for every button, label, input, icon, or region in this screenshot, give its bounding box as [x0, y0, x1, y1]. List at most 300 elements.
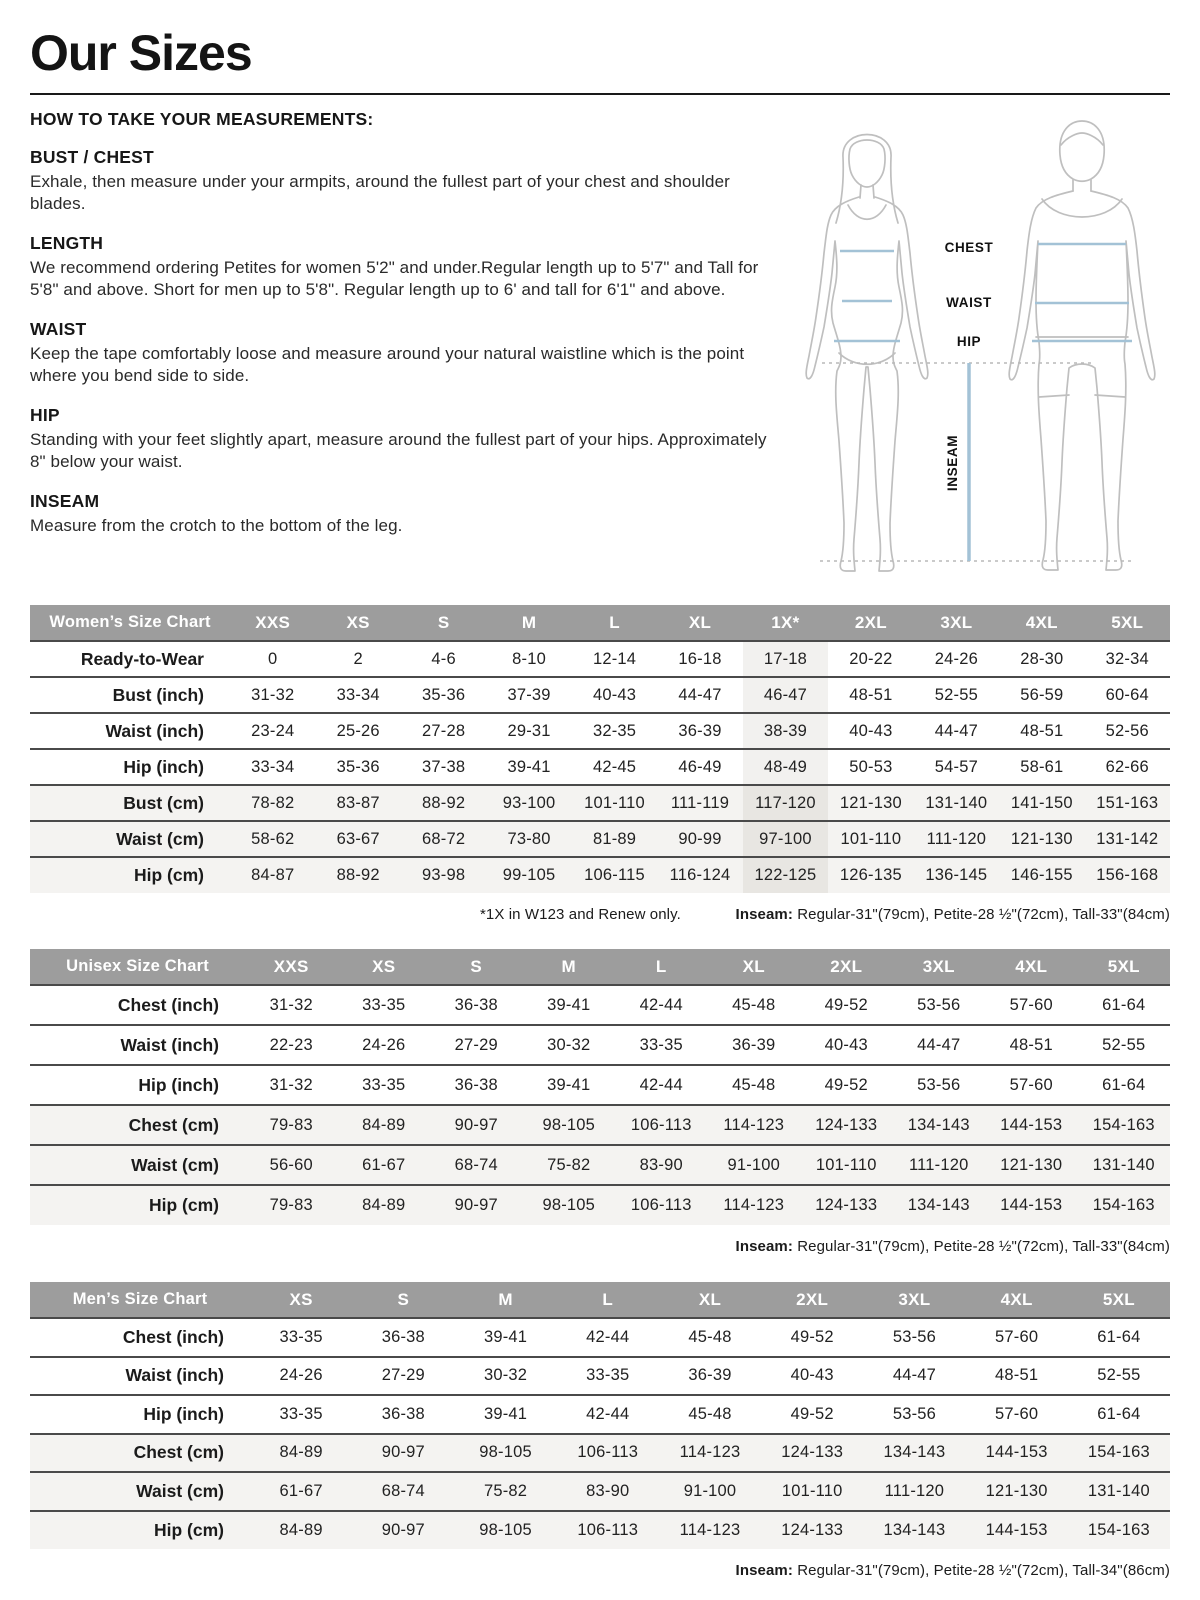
size-value: 91-100: [683, 1481, 737, 1500]
column-header: S: [401, 605, 486, 641]
row-label: Waist (inch): [125, 1365, 224, 1386]
column-header: 2XL: [800, 949, 893, 985]
size-value: 84-87: [251, 866, 295, 884]
size-value: 17-18: [743, 641, 828, 677]
size-value: 27-28: [422, 721, 466, 740]
female-figure: [806, 135, 928, 572]
column-header: L: [572, 605, 657, 641]
size-value: 42-45: [592, 757, 637, 776]
instruction-heading: INSEAM: [30, 490, 100, 511]
inseam-footnote-label: Inseam:: [735, 1562, 793, 1579]
size-value: 28-30: [1020, 649, 1064, 668]
column-header: XL: [708, 949, 801, 985]
size-value: 122-125: [743, 857, 828, 893]
size-value: 83-90: [639, 1155, 683, 1174]
row-label: Chest (cm): [128, 1114, 219, 1135]
female-neckline: [848, 205, 886, 219]
size-value: 116-124: [669, 866, 731, 884]
table-row: [30, 785, 1170, 821]
instruction-heading: BUST / CHEST: [30, 147, 154, 167]
instruction-section: [30, 319, 778, 388]
row-label: Waist (inch): [120, 1034, 219, 1055]
size-value: 98-105: [479, 1443, 532, 1462]
inseam-footnote-label: Inseam:: [735, 906, 793, 923]
column-header: 5XL: [1078, 949, 1171, 985]
size-value: 54-57: [934, 757, 978, 776]
row-label: Waist (cm): [116, 828, 204, 849]
column-header: XS: [250, 1282, 352, 1318]
size-value: 42-44: [586, 1327, 630, 1346]
size-value: 124-133: [815, 1115, 878, 1134]
size-value: 31-32: [269, 1075, 313, 1094]
size-value: 117-120: [743, 785, 828, 821]
table-row: [30, 1434, 1170, 1473]
size-value: 23-24: [251, 721, 295, 740]
size-value: 53-56: [917, 1075, 961, 1094]
size-value: 39-41: [483, 1327, 528, 1346]
size-value: 61-64: [1102, 1075, 1146, 1094]
size-value: 111-120: [908, 1155, 969, 1174]
table-row: [30, 1065, 1170, 1105]
size-value: 60-64: [1105, 685, 1149, 704]
row-label: Waist (inch): [105, 720, 204, 741]
size-value: 75-82: [547, 1155, 591, 1174]
size-value: 45-48: [688, 1327, 732, 1346]
size-value: 121-130: [839, 793, 902, 812]
size-value: 49-52: [824, 995, 868, 1014]
size-value: 57-60: [995, 1404, 1039, 1423]
size-value: 101-110: [815, 1155, 877, 1174]
row-label: Chest (cm): [133, 1442, 224, 1463]
size-value: 136-145: [925, 866, 988, 884]
size-value: 44-47: [934, 721, 978, 740]
column-header: XXS: [245, 949, 338, 985]
size-value: 68-72: [422, 829, 466, 848]
size-value: 31-32: [269, 995, 313, 1014]
size-value: 2: [353, 649, 363, 668]
size-value: 39-41: [507, 757, 551, 776]
table-title: Women’s Size Chart: [30, 605, 230, 641]
size-value: 81-89: [592, 829, 637, 848]
size-value: 111-120: [926, 829, 987, 848]
size-value: 48-51: [849, 685, 893, 704]
table-row: [30, 1145, 1170, 1185]
size-value: 36-38: [381, 1327, 425, 1346]
size-value: 114-123: [723, 1115, 785, 1134]
row-label: Hip (inch): [123, 756, 204, 777]
size-value: 111-119: [670, 793, 730, 812]
howto-heading: HOW TO TAKE YOUR MEASUREMENTS:: [30, 109, 374, 129]
male-shorts: [1036, 337, 1128, 397]
row-label: Bust (inch): [112, 684, 204, 705]
size-value: 121-130: [985, 1481, 1048, 1500]
size-value: 156-168: [1096, 866, 1159, 884]
size-value: 33-34: [336, 685, 380, 704]
table-row: [30, 1357, 1170, 1396]
inseam-footnote-text: Regular-31"(79cm), Petite-28 ½"(72cm), Tall-34"(86cm): [792, 1562, 1170, 1579]
inseam-footnote-text: Regular-31"(79cm), Petite-28 ½"(72cm), Tall-33"(84cm): [792, 1238, 1170, 1255]
size-value: 90-97: [454, 1196, 498, 1214]
size-value: 24-26: [279, 1366, 323, 1385]
size-value: 73-80: [507, 829, 551, 848]
size-value: 154-163: [1087, 1443, 1150, 1462]
row-label: Ready-to-Wear: [80, 648, 204, 669]
size-value: 106-113: [630, 1196, 692, 1214]
size-value: 131-140: [1092, 1155, 1155, 1174]
size-value: 46-49: [678, 757, 722, 776]
size-value: 78-82: [251, 793, 295, 812]
column-header: 4XL: [966, 1282, 1068, 1318]
size-value: 4-6: [431, 649, 456, 668]
instruction-body: Exhale, then measure under your armpits, around the fullest part of your chest and shoulder blades.: [30, 172, 730, 214]
size-value: 48-51: [995, 1366, 1039, 1385]
instruction-heading: WAIST: [30, 318, 87, 339]
measurement-instructions: [30, 109, 778, 537]
instruction-body: Keep the tape comfortably loose and measure around your natural waistline which is the point where you bend side to side.: [30, 343, 745, 386]
size-value: 33-35: [362, 995, 406, 1014]
size-value: 48-51: [1020, 721, 1064, 740]
column-header: 5XL: [1085, 605, 1170, 641]
size-value: 90-97: [454, 1115, 498, 1134]
men-footnote: [30, 1562, 1170, 1579]
size-value: 42-44: [586, 1404, 630, 1423]
size-value: 83-90: [586, 1481, 630, 1500]
size-value: 124-133: [815, 1196, 878, 1214]
size-value: 48-51: [1009, 1035, 1053, 1054]
size-value: 101-110: [840, 829, 902, 848]
column-header: 2XL: [828, 605, 913, 641]
men-size-chart: [30, 1282, 1170, 1579]
size-value: 93-100: [502, 793, 556, 812]
column-header: 4XL: [985, 949, 1078, 985]
size-value: 106-115: [584, 866, 645, 884]
hip-label: HIP: [956, 334, 982, 349]
column-header: 3XL: [914, 605, 999, 641]
size-value: 98-105: [542, 1115, 596, 1134]
column-header: XS: [338, 949, 431, 985]
size-value: 83-87: [336, 793, 380, 812]
size-value: 101-110: [584, 793, 645, 812]
size-value: 49-52: [824, 1075, 868, 1094]
size-value: 63-67: [336, 829, 380, 848]
size-value: 40-43: [790, 1366, 834, 1385]
table-row: [30, 821, 1170, 857]
size-value: 79-83: [269, 1115, 313, 1134]
size-value: 22-23: [269, 1035, 313, 1054]
size-value: 57-60: [1009, 995, 1053, 1014]
size-value: 33-35: [639, 1035, 683, 1054]
size-value: 36-38: [454, 1075, 498, 1094]
size-value: 31-32: [251, 685, 295, 704]
column-header: 1X*: [743, 605, 828, 641]
size-value: 144-153: [1000, 1196, 1063, 1214]
size-value: 61-64: [1097, 1404, 1141, 1423]
row-label: Chest (inch): [117, 994, 219, 1015]
male-hairline: [1061, 133, 1103, 145]
size-value: 35-36: [422, 685, 466, 704]
size-value: 36-39: [732, 1035, 776, 1054]
column-header: L: [557, 1282, 659, 1318]
size-value: 40-43: [849, 721, 893, 740]
size-value: 134-143: [907, 1196, 970, 1214]
header-row: [30, 1282, 1170, 1318]
measurement-diagram-svg: [782, 111, 1170, 583]
size-value: 20-22: [849, 649, 893, 668]
size-value: 57-60: [1009, 1075, 1053, 1094]
size-value: 88-92: [422, 793, 466, 812]
unisex-size-chart: [30, 949, 1170, 1255]
size-value: 75-82: [483, 1481, 528, 1500]
size-value: 61-64: [1097, 1327, 1141, 1346]
header-row: [30, 605, 1170, 641]
size-value: 134-143: [883, 1520, 946, 1539]
table-row: [30, 1511, 1170, 1550]
size-value: 114-123: [679, 1443, 741, 1462]
size-value: 35-36: [336, 757, 380, 776]
size-value: 32-34: [1105, 649, 1149, 668]
size-value: 16-18: [678, 649, 722, 668]
size-value: 106-113: [577, 1443, 639, 1462]
instruction-body: We recommend ordering Petites for women 5'2" and under.Regular length up to 5'7" and Tall for 5'8" and above. Short for men up to 5'8". Regular length up to 6' and tall for 6'1" and above.: [30, 257, 759, 300]
table-row: [30, 641, 1170, 677]
size-value: 131-142: [1096, 829, 1159, 848]
chest-label: CHEST: [944, 240, 994, 255]
size-value: 131-140: [925, 793, 988, 812]
column-header: XL: [657, 605, 742, 641]
female-hair: [836, 135, 898, 224]
column-header: 2XL: [761, 1282, 863, 1318]
instruction-body: Standing with your feet slightly apart, measure around the fullest part of your hips. Approximately 8" below your waist.: [30, 429, 767, 472]
size-value: 39-41: [547, 1075, 591, 1094]
size-value: 84-89: [362, 1115, 406, 1134]
size-value: 126-135: [839, 866, 902, 884]
row-label: Chest (inch): [122, 1326, 224, 1347]
women-size-chart: [30, 605, 1170, 923]
size-value: 106-113: [630, 1115, 692, 1134]
size-value: 53-56: [892, 1404, 937, 1423]
table-row: [30, 857, 1170, 893]
instruction-section: [30, 491, 778, 537]
size-value: 52-55: [1097, 1366, 1141, 1385]
column-header: M: [486, 605, 571, 641]
size-value: 52-56: [1105, 721, 1149, 740]
size-value: 84-89: [279, 1443, 323, 1462]
instruction-section: [30, 233, 778, 302]
instruction-heading: LENGTH: [30, 232, 104, 253]
size-value: 24-26: [934, 649, 978, 668]
table-row: [30, 677, 1170, 713]
size-value: 46-47: [743, 677, 828, 713]
inseam-footnote-label: Inseam:: [735, 1238, 793, 1255]
unisex-footnote: [30, 1238, 1170, 1255]
size-value: 53-56: [892, 1327, 937, 1346]
size-value: 154-163: [1092, 1196, 1155, 1214]
size-value: 58-61: [1020, 757, 1064, 776]
size-value: 42-44: [639, 995, 683, 1014]
size-value: 90-97: [381, 1443, 425, 1462]
size-value: 101-110: [781, 1481, 843, 1500]
row-label: Hip (inch): [138, 1074, 219, 1095]
size-value: 88-92: [336, 866, 380, 884]
size-value: 45-48: [688, 1404, 732, 1423]
size-value: 39-41: [483, 1404, 528, 1423]
size-value: 29-31: [507, 721, 551, 740]
size-value: 134-143: [883, 1443, 946, 1462]
column-header: L: [615, 949, 708, 985]
column-header: XS: [315, 605, 400, 641]
table-title: Unisex Size Chart: [30, 949, 245, 985]
size-value: 32-35: [592, 721, 637, 740]
size-value: 30-32: [547, 1035, 591, 1054]
size-value: 25-26: [336, 721, 380, 740]
title-divider: [30, 93, 1170, 95]
size-value: 12-14: [592, 649, 637, 668]
size-value: 84-89: [362, 1196, 406, 1214]
size-value: 42-44: [639, 1075, 683, 1094]
measurement-section: [30, 109, 1170, 583]
instruction-heading: HIP: [30, 404, 60, 425]
size-value: 61-67: [362, 1155, 406, 1174]
size-value: 27-29: [454, 1035, 498, 1054]
size-value: 62-66: [1105, 757, 1149, 776]
inseam-label: INSEAM: [945, 434, 960, 492]
size-value: 106-113: [577, 1520, 639, 1539]
size-value: 111-120: [884, 1481, 945, 1500]
size-value: 151-163: [1096, 793, 1159, 812]
measurement-diagram: [782, 111, 1170, 583]
size-value: 36-38: [454, 995, 498, 1014]
size-value: 97-100: [743, 821, 828, 857]
table-row: [30, 1318, 1170, 1357]
table-row: [30, 1185, 1170, 1225]
size-value: 99-105: [502, 866, 556, 884]
size-value: 33-35: [586, 1366, 630, 1385]
column-header: M: [454, 1282, 556, 1318]
size-value: 114-123: [679, 1520, 741, 1539]
column-header: XXS: [230, 605, 315, 641]
table-row: [30, 1472, 1170, 1511]
male-figure: [1009, 121, 1155, 570]
instruction-section: [30, 147, 778, 216]
size-value: 79-83: [269, 1196, 313, 1214]
size-value: 45-48: [732, 995, 776, 1014]
size-value: 27-29: [381, 1366, 425, 1385]
male-head: [1060, 121, 1104, 181]
row-label: Hip (cm): [134, 865, 204, 885]
size-value: 40-43: [824, 1035, 868, 1054]
size-value: 52-55: [1102, 1035, 1146, 1054]
size-value: 44-47: [892, 1366, 937, 1385]
size-value: 50-53: [849, 757, 893, 776]
female-body-outline: [806, 197, 928, 571]
size-value: 30-32: [483, 1366, 528, 1385]
size-value: 57-60: [995, 1327, 1039, 1346]
row-label: Waist (cm): [136, 1480, 224, 1501]
size-value: 33-35: [279, 1404, 323, 1423]
size-value: 36-39: [678, 721, 722, 740]
inseam-footnote-text: Regular-31"(79cm), Petite-28 ½"(72cm), Tall-33"(84cm): [792, 906, 1170, 923]
size-value: 144-153: [985, 1443, 1048, 1462]
women-size-table: [30, 605, 1170, 893]
size-value: 131-140: [1087, 1481, 1150, 1500]
unisex-size-table: [30, 949, 1170, 1225]
size-value: 144-153: [985, 1520, 1048, 1539]
column-header: 3XL: [893, 949, 986, 985]
table-title: Men’s Size Chart: [30, 1282, 250, 1318]
size-value: 24-26: [362, 1035, 406, 1054]
size-value: 33-35: [279, 1327, 323, 1346]
table-row: [30, 985, 1170, 1025]
row-label: Hip (cm): [154, 1519, 224, 1540]
column-header: S: [352, 1282, 454, 1318]
size-value: 114-123: [723, 1196, 785, 1214]
column-header: 4XL: [999, 605, 1084, 641]
size-value: 90-97: [381, 1520, 425, 1539]
size-value: 141-150: [1010, 793, 1073, 812]
size-value: 61-64: [1102, 995, 1146, 1014]
row-label: Waist (cm): [131, 1154, 219, 1175]
size-value: 90-99: [678, 829, 722, 848]
size-value: 37-38: [422, 757, 466, 776]
size-value: 36-39: [688, 1366, 732, 1385]
table-row: [30, 1395, 1170, 1434]
instruction-section: [30, 405, 778, 474]
male-body-outline: [1009, 191, 1155, 570]
table-row: [30, 1105, 1170, 1145]
size-value: 33-35: [362, 1075, 406, 1094]
column-header: 3XL: [863, 1282, 965, 1318]
page-title: Our Sizes: [30, 25, 252, 81]
size-value: 121-130: [1010, 829, 1073, 848]
size-value: 36-38: [381, 1404, 425, 1423]
size-value: 124-133: [781, 1443, 844, 1462]
size-value: 37-39: [507, 685, 551, 704]
row-label: Bust (cm): [123, 792, 204, 813]
size-value: 45-48: [732, 1075, 776, 1094]
size-value: 124-133: [781, 1520, 844, 1539]
table-row: [30, 1025, 1170, 1065]
size-value: 134-143: [907, 1115, 970, 1134]
size-value: 40-43: [592, 685, 637, 704]
waist-label: WAIST: [946, 295, 992, 310]
size-value: 58-62: [251, 829, 295, 848]
size-value: 39-41: [547, 995, 591, 1014]
size-value: 61-67: [279, 1481, 323, 1500]
size-value: 8-10: [512, 649, 546, 668]
size-value: 33-34: [251, 757, 295, 776]
table-row: [30, 713, 1170, 749]
row-label: Hip (inch): [143, 1403, 224, 1424]
size-value: 53-56: [917, 995, 961, 1014]
male-neckline: [1042, 199, 1122, 217]
table-row: [30, 749, 1170, 785]
size-value: 121-130: [1000, 1155, 1063, 1174]
size-value: 154-163: [1087, 1520, 1150, 1539]
size-value: 0: [268, 649, 278, 668]
size-value: 144-153: [1000, 1115, 1063, 1134]
size-value: 48-49: [743, 749, 828, 785]
size-value: 44-47: [678, 685, 722, 704]
instruction-body: Measure from the crotch to the bottom of the leg.: [30, 515, 403, 535]
footnote-asterisk-note: *1X in W123 and Renew only.: [480, 906, 681, 923]
size-value: 146-155: [1010, 866, 1073, 884]
measurement-sections: [30, 147, 778, 537]
size-value: 68-74: [381, 1481, 425, 1500]
size-charts: [30, 605, 1170, 1579]
size-value: 84-89: [279, 1520, 323, 1539]
size-value: 49-52: [790, 1327, 834, 1346]
column-header: M: [523, 949, 616, 985]
